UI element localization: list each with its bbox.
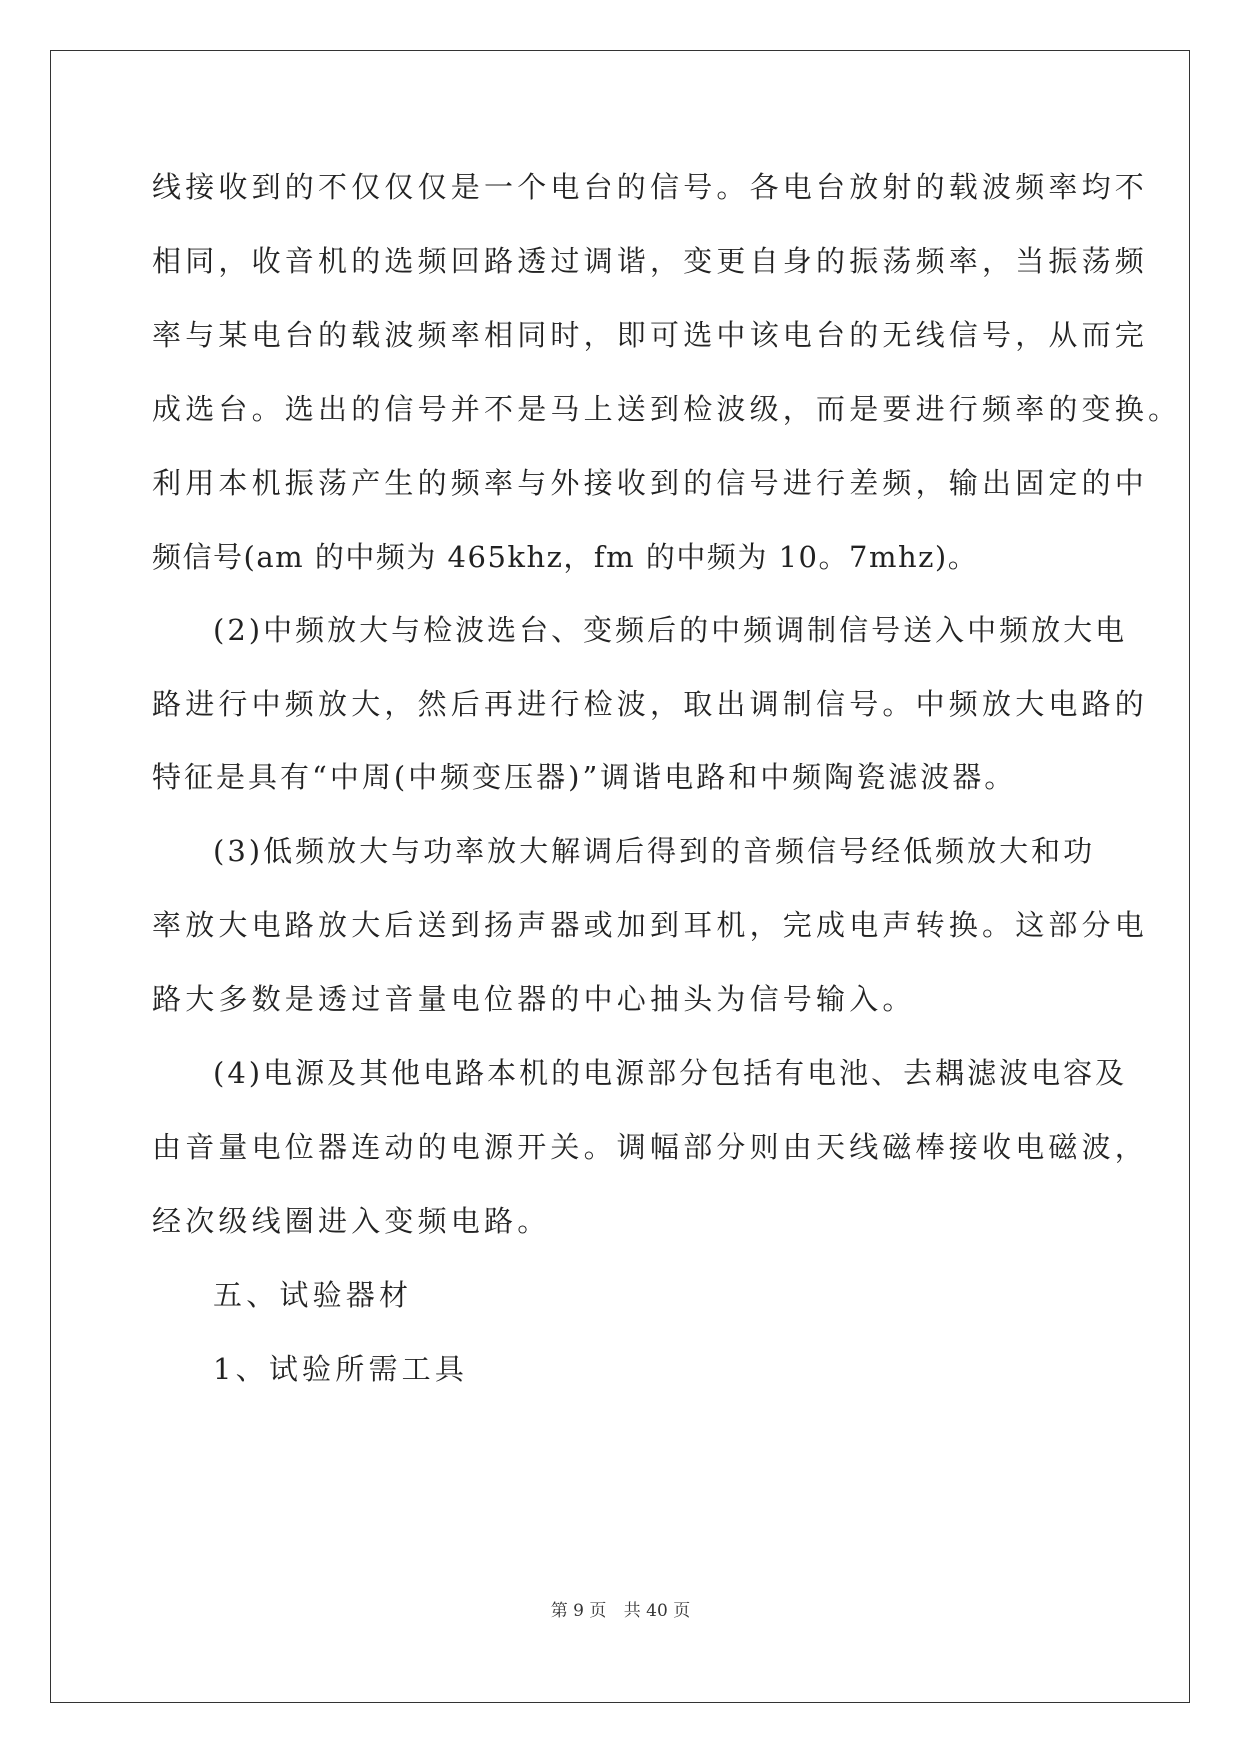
paragraph-heading-line: (3)低频放大与功率放大解调后得到的音频信号经低频放大和功 [213, 834, 1096, 868]
text-line: 由音量电位器连动的电源开关。调幅部分则由天线磁棒接收电磁波， [152, 1130, 1149, 1164]
text-line: 频信号(am 的中频为 465khz，fm 的中频为 10。7mhz)。 [152, 540, 979, 574]
section-heading: 五、试验器材 [213, 1278, 413, 1312]
text-line: 经次级线圈进入变频电路。 [152, 1204, 551, 1238]
page-total: 共 40 页 [623, 1601, 691, 1621]
text-line: 率放大电路放大后送到扬声器或加到耳机，完成电声转换。这部分电 [152, 908, 1149, 942]
text-line: 特征是具有“中周(中频变压器)”调谐电路和中频陶瓷滤波器。 [152, 760, 1017, 794]
text-line: 路进行中频放大，然后再进行检波，取出调制信号。中频放大电路的 [152, 687, 1149, 721]
text-line: 相同，收音机的选频回路透过调谐，变更自身的振荡频率，当振荡频 [152, 244, 1149, 278]
text-line: 线接收到的不仅仅仅是一个电台的信号。各电台放射的载波频率均不 [152, 170, 1149, 204]
page-border [50, 50, 1190, 1703]
text-line: 路大多数是透过音量电位器的中心抽头为信号输入。 [152, 982, 916, 1016]
text-line: 利用本机振荡产生的频率与外接收到的信号进行差频，输出固定的中 [152, 466, 1149, 500]
paragraph-heading-line: (2)中频放大与检波选台、变频后的中频调制信号送入中频放大电 [213, 613, 1128, 647]
text-line: 成选台。选出的信号并不是马上送到检波级，而是要进行频率的变换。 [152, 392, 1182, 426]
page-footer [0, 1596, 1241, 1621]
page-number: 第 9 页 [550, 1601, 607, 1621]
paragraph-heading-line: (4)电源及其他电路本机的电源部分包括有电池、去耦滤波电容及 [213, 1056, 1128, 1090]
text-line: 率与某电台的载波频率相同时，即可选中该电台的无线信号，从而完 [152, 318, 1149, 352]
subsection-heading: 1、试验所需工具 [213, 1352, 469, 1386]
